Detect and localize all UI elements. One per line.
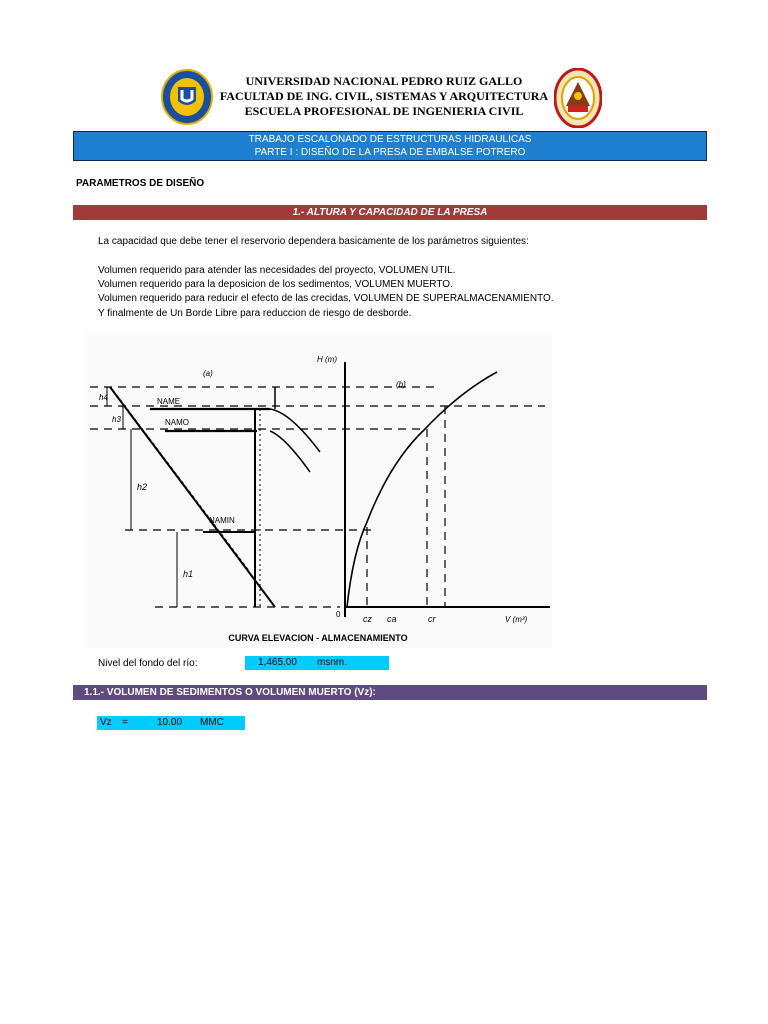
section-bar-1-label: 1.- ALTURA Y CAPACIDAD DE LA PRESA: [292, 207, 488, 218]
figure-caption: CURVA ELEVACION - ALMACENAMIENTO: [228, 633, 408, 643]
label-h1: h1: [183, 569, 194, 579]
label-h2: h2: [137, 482, 148, 492]
banner-line-2: PARTE I : DISEÑO DE LA PRESA DE EMBALSE POTRERO: [254, 147, 526, 158]
axis-h-label: H (m): [317, 355, 337, 364]
vz-value: 10.00: [157, 717, 183, 728]
label-name: NAME: [157, 397, 181, 406]
banner-line-1: TRABAJO ESCALONADO DE ESTRUCTURAS HIDRAULICAS: [248, 134, 532, 145]
school-name: ESCUELA PROFESIONAL DE INGENIERIA CIVIL: [244, 104, 524, 118]
axis-v-label: V (m³): [505, 615, 528, 624]
label-namo: NAMO: [165, 418, 189, 427]
faculty-name: FACULTAD DE ING. CIVIL, SISTEMAS Y ARQUITECTURA: [219, 89, 549, 103]
section-bar-2-label: 1.1.- VOLUMEN DE SEDIMENTOS O VOLUMEN MUERTO (Vz):: [84, 687, 376, 698]
section-bar-2: [73, 685, 707, 700]
tick-cr: cr: [428, 614, 436, 624]
label-b: (b): [396, 380, 406, 389]
river-level-unit: msnm.: [317, 657, 347, 668]
vz-unit: MMC: [200, 717, 224, 728]
tick-ca: ca: [387, 614, 397, 624]
intro-text: La capacidad que debe tener el reservorio dependera basicamente de los parámetros siguientes:: [98, 236, 529, 247]
section-title: PARAMETROS DE DISEÑO: [76, 178, 205, 189]
label-a: (a): [203, 369, 213, 378]
river-level-cell[interactable]: [245, 656, 389, 670]
river-level-value: 1,465.00: [258, 657, 297, 668]
para-volumen-muerto: Volumen requerido para la deposicion de los sedimentos, VOLUMEN MUERTO.: [98, 279, 453, 290]
label-h3: h3: [112, 415, 121, 424]
para-superalmacenamiento: Volumen requerido para reducir el efecto de las crecidas, VOLUMEN DE SUPERALMACENAMIENTO.: [98, 293, 554, 304]
label-namin: NAMIN: [209, 516, 235, 525]
university-name: UNIVERSIDAD NACIONAL PEDRO RUIZ GALLO: [245, 74, 523, 88]
river-level-label: Nivel del fondo del río:: [98, 658, 198, 669]
elevation-storage-figure: [85, 332, 552, 648]
vz-equals: =: [122, 717, 128, 728]
axis-origin: 0: [336, 610, 341, 619]
section-bar-1: [73, 205, 707, 220]
label-h4: h4: [99, 393, 108, 402]
assignment-banner: [73, 131, 707, 161]
para-borde-libre: Y finalmente de Un Borde Libre para reduccion de riesgo de desborde.: [98, 308, 412, 319]
tick-cz: cz: [363, 614, 372, 624]
para-volumen-util: Volumen requerido para atender las necesidades del proyecto, VOLUMEN UTIL.: [98, 265, 456, 276]
vz-label: Vz: [100, 717, 112, 728]
vz-cell[interactable]: [97, 716, 245, 730]
